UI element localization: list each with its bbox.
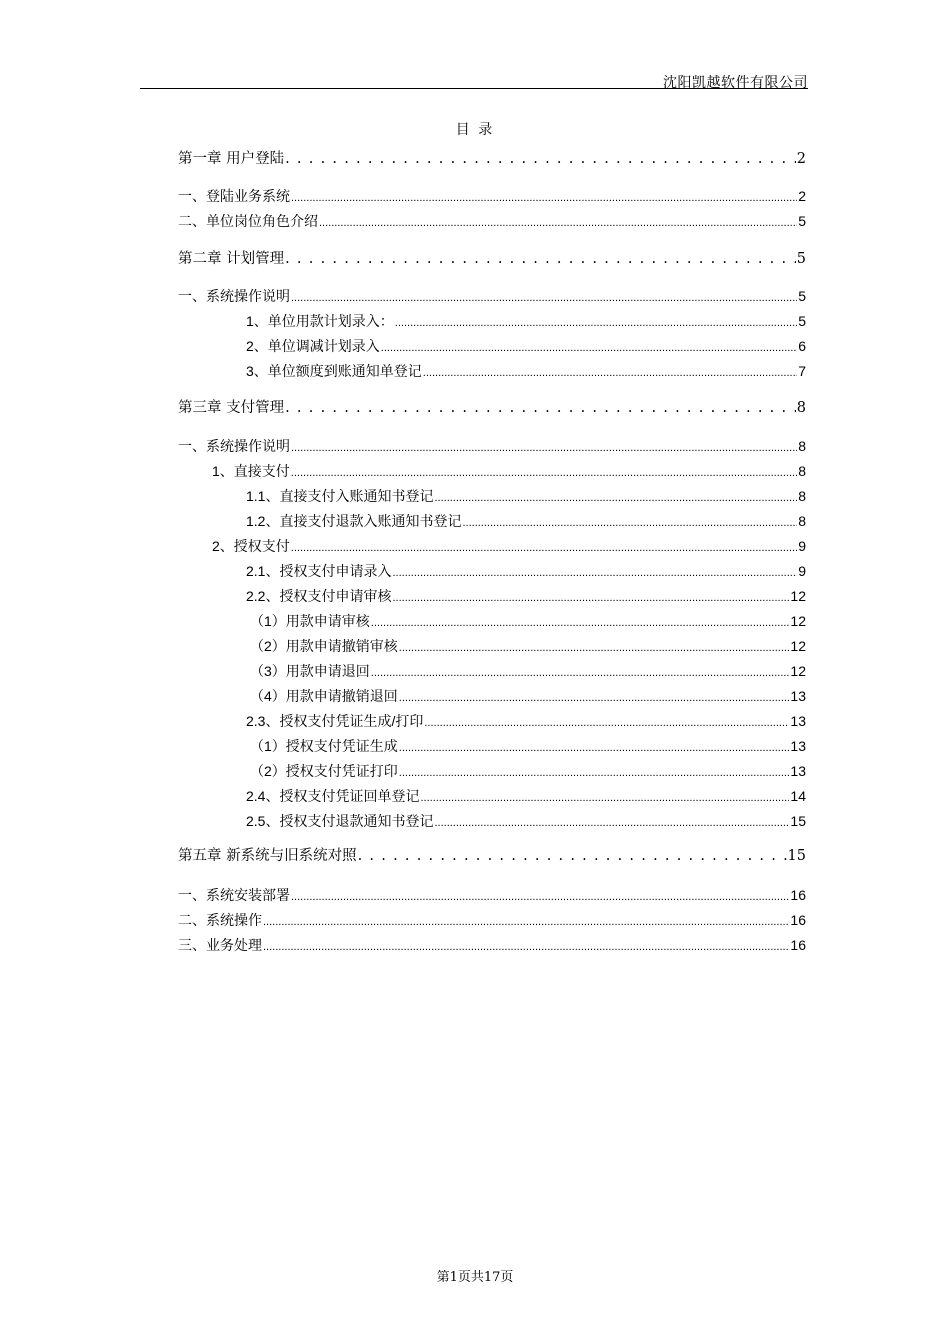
header-company-name: 沈阳凯越软件有限公司 [663, 75, 808, 91]
toc-title: 目 录 [455, 122, 495, 138]
toc-entry[interactable]: 二、系统操作 ..... 16 [178, 911, 806, 931]
toc-entry[interactable]: （1）授权支付凭证生成 ..... 13 [250, 737, 806, 757]
toc-entry[interactable]: 2、授权支付 ..... 9 [212, 537, 806, 557]
toc-entry[interactable]: 一、系统安装部署 ..... 16 [178, 886, 806, 906]
toc-entry[interactable]: 1、单位用款计划录入： ..... 5 [246, 312, 806, 332]
header-divider [140, 88, 808, 89]
toc-entry[interactable]: 2.1、授权支付申请录入 ..... 9 [246, 562, 806, 582]
toc-entry[interactable]: 1.1、直接支付入账通知书登记 ..... 8 [246, 487, 806, 507]
footer-page-number: 第1页共17页 [436, 1270, 514, 1285]
toc-entry[interactable]: （2）用款申请撤销审核 ..... 12 [250, 637, 806, 657]
toc-entry[interactable]: （1）用款申请审核 ..... 12 [250, 612, 806, 632]
toc-entry[interactable]: （3）用款申请退回 ..... 12 [250, 662, 806, 682]
toc-entry[interactable]: 1.2、直接支付退款入账通知书登记 ..... 8 [246, 512, 806, 532]
toc-entry-chapter[interactable]: 第五章 新系统与旧系统对照 . . . 15 [178, 847, 806, 865]
toc-entry[interactable]: 2、单位调减计划录入 ..... 6 [246, 337, 806, 357]
toc-entry[interactable]: （2）授权支付凭证打印 ..... 13 [250, 762, 806, 782]
toc-entry-chapter[interactable]: 第二章 计划管理 . . . 5 [178, 250, 806, 268]
toc-entry[interactable]: 三、业务处理 ..... 16 [178, 936, 806, 956]
toc-entry[interactable]: 一、系统操作说明 ..... 5 [178, 287, 806, 307]
toc-entry[interactable]: 二、单位岗位角色介绍 ..... 5 [178, 212, 806, 232]
toc-entry[interactable]: 一、系统操作说明 ..... 8 [178, 437, 806, 457]
toc-entry[interactable]: 2.3、授权支付凭证生成/打印 ..... 13 [246, 712, 806, 732]
toc-entry-chapter[interactable]: 第一章 用户登陆 . . . 2 [178, 150, 806, 168]
toc-entry[interactable]: 1、直接支付 ..... 8 [212, 462, 806, 482]
toc-entry[interactable]: 2.2、授权支付申请审核 ..... 12 [246, 587, 806, 607]
toc-entry[interactable]: 3、单位额度到账通知单登记 ..... 7 [246, 362, 806, 382]
toc-entry[interactable]: （4）用款申请撤销退回 ..... 13 [250, 687, 806, 707]
toc-entry[interactable]: 2.5、授权支付退款通知书登记 ..... 15 [246, 812, 806, 832]
toc-entry[interactable]: 2.4、授权支付凭证回单登记 ..... 14 [246, 787, 806, 807]
toc-entry-chapter[interactable]: 第三章 支付管理 . . . 8 [178, 399, 806, 417]
toc-entry[interactable]: 一、登陆业务系统 ..... 2 [178, 187, 806, 207]
